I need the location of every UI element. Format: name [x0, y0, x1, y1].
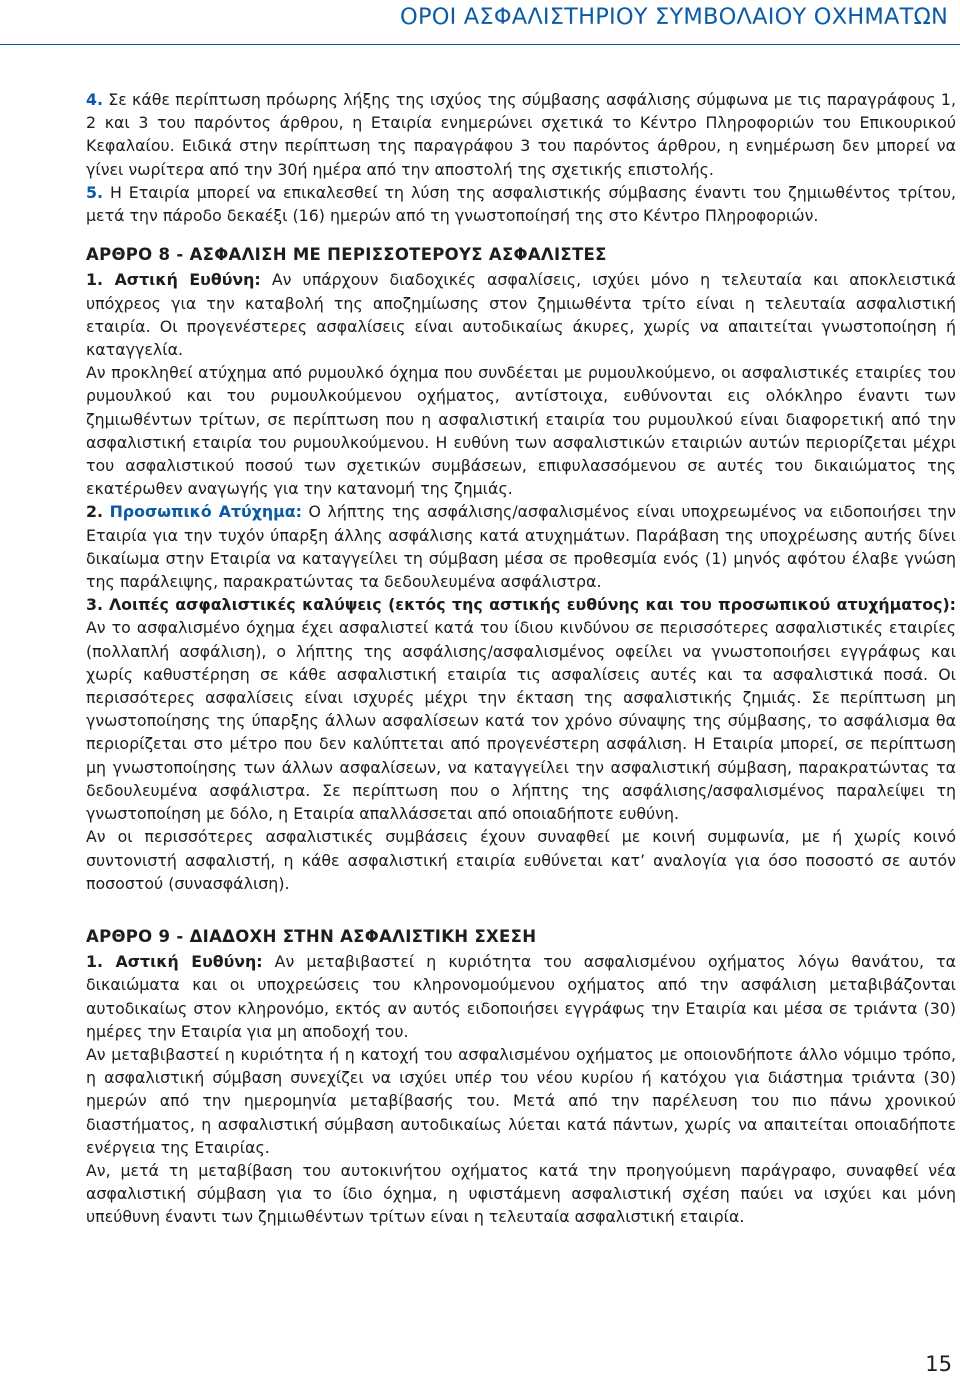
article9-paragraph-1	[86, 950, 956, 1043]
article7-paragraph-4	[86, 88, 956, 181]
paragraph-label: 1. Αστική Ευθύνη:	[86, 952, 263, 972]
article7-paragraph-5	[86, 181, 956, 227]
article8-paragraph-3b: Αν οι περισσότερες ασφαλιστικές συμβάσεις έχουν συναφθεί με κοινή συμφωνία, με ή χωρίς κοινό συντονιστή ασφαλιστή, η κάθε ασφαλιστική εταιρία ευθύνεται κατ’ αναλογία για όσο ποσοστό σε αυτόν ποσοστού (συνασφάλιση).	[86, 827, 956, 893]
document-body	[86, 88, 956, 1229]
article8-heading: ΑΡΘΡΟ 8 - ΑΣΦΑΛΙΣΗ ΜΕ ΠΕΡΙΣΣΟΤΕΡΟΥΣ ΑΣΦΑΛΙΣΤΕΣ	[86, 245, 607, 265]
page-header-title: ΟΡΟΙ ΑΣΦΑΛΙΣΤΗΡΙΟΥ ΣΥΜΒΟΛΑΙΟΥ ΟΧΗΜΑΤΩΝ	[400, 4, 948, 30]
header-divider	[0, 44, 960, 45]
paragraph-label: Προσωπικό Ατύχημα:	[109, 502, 302, 522]
article9-heading: ΑΡΘΡΟ 9 - ΔΙΑΔΟΧΗ ΣΤΗΝ ΑΣΦΑΛΙΣΤΙΚΗ ΣΧΕΣΗ	[86, 926, 537, 946]
paragraph-number: 2.	[86, 502, 103, 522]
paragraph-label: Λοιπές ασφαλιστικές καλύψεις (εκτός της αστικής ευθύνης και του προσωπικού ατυχήματος):	[108, 595, 956, 615]
paragraph-number: 5.	[86, 182, 103, 202]
paragraph-number: 3.	[86, 595, 103, 615]
paragraph-text: Ο λήπτης της ασφάλισης/ασφαλισμένος είναι υποχρεωμένος να ειδοποιήσει την Εταιρία για την τυχόν ύπαρξη άλλης ασφάλισης κατά ατυχημάτων. Παράβαση της υποχρέωσης αυτής δίνει δικαίωμα στην Εταιρία να καταγγείλει τη σύμβαση μέσα σε προθεσμία ενός (1) μηνός αφότου έλαβε γνώση της παράλειψης, παρακρατώντας τα δεδουλευμένα ασφάλιστρα.	[86, 502, 956, 592]
paragraph-text: Η Εταιρία μπορεί να επικαλεσθεί τη λύση της ασφαλιστικής σύμβασης έναντι του ζημιωθέντος τρίτου, μετά την πάροδο δεκαέξι (16) ημερών από τη γνωστοποίησή της στο Κέντρο Πληροφοριών.	[86, 182, 956, 226]
paragraph-number: 4.	[86, 90, 103, 109]
paragraph-text: Αν το ασφαλισμένο όχημα έχει ασφαλιστεί κατά του ίδιου κινδύνου σε περισσότερες ασφαλιστικές εταιρίες (πολλαπλή ασφάλιση), ο λήπτης της ασφάλισης/ασφαλισμένος οφείλει να γνωστοποιήσει εγγράφως και χωρίς καθυστέρηση σε κάθε ασφαλιστική εταιρία τις ασφαλίσεις αυτές και τα ασφαλιστικά ποσά. Οι περισσότερες ασφαλίσεις είναι ισχυρές μέχρι την έκταση της ασφαλιστικής ζημιάς. Σε περίπτωση μη γνωστοποίησης της ύπαρξης άλλων ασφαλίσεων κατά τον χρόνο σύναψης της σύμβασης, το ασφάλισμα θα περιορίζεται στο μέτρο που δεν καλύπτεται από προγενέστερη ασφάλιση. Η Εταιρία μπορεί, σε περίπτωση μη γνωστοποίησης των άλλων ασφαλίσεων, να καταγγείλει την ασφαλιστική σύμβαση, παρακρατώντας τα δεδουλευμένα ασφάλιστρα. Σε περίπτωση που ο λήπτης της ασφάλισης/ασφαλισμένος παραλείψει τη γνωστοποίηση με δόλο, η Εταιρία απαλλάσσεται από οποιαδήποτε ευθύνη.	[86, 618, 956, 824]
paragraph-label: 1. Αστική Ευθύνη:	[86, 270, 261, 290]
paragraph-text: Αν μεταβιβαστεί η κυριότητα του ασφαλισμένου οχήματος λόγω θανάτου, τα δικαιώματα και οι υποχρεώσεις του κληρονομούμενου οχήματος από την ασφάλιση μεταβιβάζονται αυτοδικαίως στον κληρονόμο, εκτός αν αυτός ειδοποιήσει εγγράφως την Εταιρία και μέσα σε τριάντα (30) ημέρες την Εταιρία για μη αποδοχή του.	[86, 952, 956, 1041]
paragraph-text: Σε κάθε περίπτωση πρόωρης λήξης της ισχύος της σύμβασης ασφάλισης σύμφωνα με τις παραγράφους 1, 2 και 3 του παρόντος άρθρου, η Εταιρία ενημερώνει σχετικά το Κέντρο Πληροφοριών του Επικουρικού Κεφαλαίου. Ειδικά στην περίπτωση της παραγράφου 3 του παρόντος άρθρου, η ενημέρωση δεν μπορεί να γίνει νωρίτερα από την 30ή ημέρα από την αποστολή της σχετικής επιστολής.	[86, 90, 956, 179]
article8-paragraph-1b: Αν προκληθεί ατύχημα από ρυμουλκό όχημα που συνδέεται με ρυμουλκούμενο, οι ασφαλιστικές εταιρίες του ρυμουλκού και του ρυμουλκούμενου οχήματος, αντίστοιχα, ευθύνονται εις ολόκληρο έναντι των ζημιωθέντων τρίτων, σε περίπτωση που η ασφαλιστική εταιρία του ρυμουλκού είναι διαφορετική από την ασφαλιστική εταιρία του ρυμουλκούμενου. Η ευθύνη των ασφαλιστικών εταιριών αυτών περιορίζεται μέχρι του ασφαλιστικού ποσού των σχετικών συμβάσεων, επιφυλασσόμενου σε αυτές του δικαιώματος της εκατέρωθεν αναγωγής για την κατανομή της ζημιάς.	[86, 363, 956, 499]
article8-paragraph-2	[86, 500, 956, 593]
article9-paragraph-1b: Αν μεταβιβαστεί η κυριότητα ή η κατοχή του ασφαλισμένου οχήματος με οποιονδήποτε άλλο νόμιμο τρόπο, η ασφαλιστική σύμβαση συνεχίζει να ισχύει υπέρ του νέου κυρίου ή κατόχου για διάστημα τριάντα (30) ημερών από την ημερομηνία μεταβίβασής του. Μετά από την παρέλευση του πιο πάνω χρονικού διαστήματος, η ασφαλιστική σύμβαση αυτοδικαίως λύεται κατά πάντων, χωρίς να απαιτείται οποιαδήποτε ενέργεια της Εταιρίας.	[86, 1044, 956, 1157]
paragraph-text: Αν υπάρχουν διαδοχικές ασφαλίσεις, ισχύει μόνο η τελευταία και αποκλειστικά υπόχρεος για την καταβολή της αποζημίωσης στον ζημιωθέντα τρίτο είναι η τελευταία ασφαλιστική εταιρία. Οι προγενέστερες ασφαλίσεις είναι αυτοδικαίως άκυρες, χωρίς να απαιτείται γνωστοποίηση ή καταγγελία.	[86, 270, 956, 360]
article9-paragraph-1c: Αν, μετά τη μεταβίβαση του αυτοκινήτου οχήματος κατά την προηγούμενη παράγραφο, συναφθεί νέα ασφαλιστική σύμβαση για το ίδιο όχημα, η υφιστάμενη ασφαλιστική σχέση παύει να ισχύει και μόνη υπεύθυνη έναντι των ζημιωθέντων τρίτων είναι η τελευταία ασφαλιστική εταιρία.	[86, 1160, 956, 1227]
page-number: 15	[925, 1352, 952, 1376]
article8-paragraph-3	[86, 593, 956, 825]
article8-paragraph-1	[86, 268, 956, 361]
